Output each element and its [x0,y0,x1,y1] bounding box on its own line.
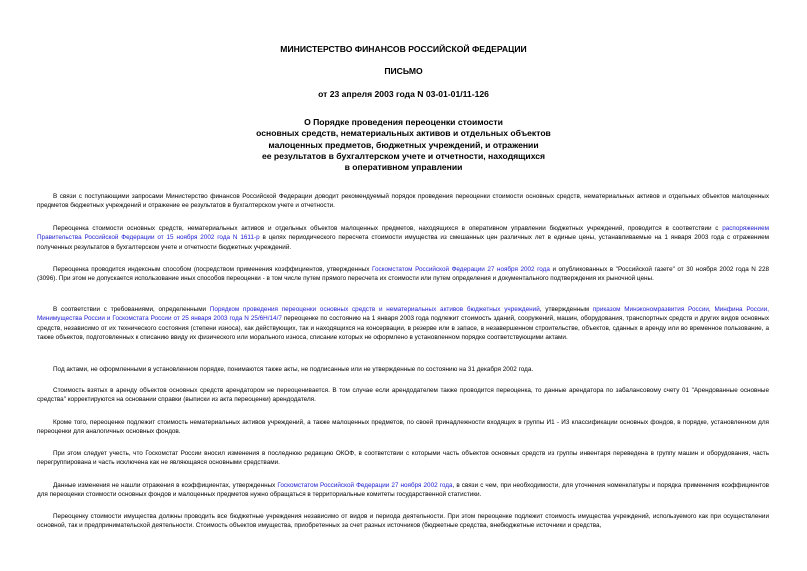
paragraph-text: В соответствии с требованиями, определенными [53,306,210,313]
title-line: основных средств, нематериальных активов и отдельных объектов [256,128,551,139]
paragraph-1 [37,192,769,211]
paragraph-text: Стоимость взятых в аренду объектов основных средств арендатором не переоценивается. В том случае если арендодателем также проводится переоценка, то данные арендатора по забалансовому счету 01 "Арендованные основные средства" корректируются на основании справки (выписки из акта переоценки) арендодателя. [37,387,769,404]
paragraph-text: , утвержденным [539,306,593,313]
title-line: ее результатов в бухгалтерском учете и отчетности, находящихся [261,150,546,161]
document-type: ПИСЬМО [384,66,423,76]
paragraph-text: Переоценку стоимости имущества должны проводить все бюджетные учреждения независимо от видов и периода деятельности. При этом переоценке подлежит стоимость имущества учреждений, используемого как при осуществлении основной, так и предпринимательской деятельности. Стоимость объектов имущества, приобретенных за счет разных источников (бюджетные средства, внебюджетные источники и средства, [37,513,769,530]
paragraph-2 [37,224,769,252]
goskomstat-link[interactable]: Госкомстатом Российской Федерации 27 ноября 2002 года [277,482,453,489]
paragraph-text: Данные изменения не нашли отражения в коэффициентах, утвержденных [53,482,278,489]
ministerial-order-link[interactable]: приказом Минэкономразвития России, Минфина России, Минимущества России и Госкомстата России от 25 января 2003 года N 25/6Н/14/7 [37,306,770,323]
paragraph-3 [37,265,769,284]
goskomstat-link[interactable]: Госкомстатом Российской Федерации 27 ноября 2002 года [371,266,550,273]
ministry-heading: МИНИСТЕРСТВО ФИНАНСОВ РОССИЙСКОЙ ФЕДЕРАЦИИ [280,44,527,54]
paragraph-text: Переоценка стоимости основных средств, нематериальных активов и отдельных объектов малоценных предметов, находящихся в оперативном управлении бюджетных учреждений, проводится в соответствии с [53,225,723,232]
document-date-number: от 23 апреля 2003 года N 03-01-01/11-126 [318,89,489,99]
title-line: О Порядке проведения переоценки стоимости [304,117,503,127]
paragraph-text: Под актами, не оформленными в установленном порядке, понимаются также акты, не подписанные или не утвержденные по состоянию на 31 декабря 2002 года. [53,366,534,373]
paragraph-7 [37,418,769,437]
title-line: в оперативном управлении [344,162,463,173]
paragraph-text: Переоценка проводится индексным способом (посредством применения коэффициентов, утвержденных [53,266,372,273]
paragraph-6 [37,386,769,405]
paragraph-text: В связи с поступающими запросами Министерство финансов Российской Федерации доводит рекомендуемый порядок проведения переоценки стоимости основных средств, нематериальных активов и отдельных объектов малоценных предметов бюджетных учреждений и отражение ее результатов в бухгалтерском учете и отчетности. [37,193,769,210]
paragraph-text: переоценке по состоянию на 1 января 2003 года подлежит стоимость зданий, сооружений, машин, оборудования, транспортных средств и других видов основных средств, независимо от их технического состояния (степени износа), как действующих, так и находящихся на консервации, в резерве или в запасе, в незавершенном строительстве, объектов, сданных в аренду или во временное пользование, а также объектов, подготовленных к списанию ввиду их физического или морального износа, списание которых не оформлено в установленном порядке соответствующими актами. [37,315,769,341]
paragraph-text: и опубликованных в "Российской газете" от 30 ноября 2002 года N 228 (3096). При этом не допускается использование иных способов переоценки - в том числе путем прямого пересчета их стоимости или путем определения и документального подтверждения их рыночной цены. [37,266,770,283]
revaluation-procedure-link[interactable]: Порядком проведения переоценки основных средств и нематериальных активов бюджетных учреждений [209,306,540,313]
paragraph-text: При этом следует учесть, что Госкомстат России вносил изменения в последнюю редакцию ОКОФ, в соответствии с которыми часть объектов основных средств из группы инвентаря переведена в группу машин и оборудования, часть перегруппирована и часть исключена как не являющаяся основными средствами. [37,450,769,467]
paragraph-9 [37,481,769,500]
title-line: малоценных предметов, бюджетных учреждений, и отражении [268,139,539,150]
paragraph-4 [37,305,769,342]
document-title [0,117,807,173]
paragraph-10 [37,512,769,531]
paragraph-text: , в связи с чем, при необходимости, для уточнения номенклатуры и порядка применения коэффициентов для переоценки стоимости основных фондов и малоценных предметов нужно обращаться в территориальные комитеты государственной статистики. [37,482,770,499]
government-order-link[interactable]: распоряжением Правительства Российской Федерации от 15 ноября 2002 года N 1611-р [37,225,769,242]
paragraph-5 [37,365,769,374]
paragraph-text: Кроме того, переоценке подлежит стоимость нематериальных активов учреждений, а также малоценных предметов, по своей принадлежности входящих в группы И1 - И3 классификации основных фондов, в порядке, установленном для переоценки для аналогичных основных фондов. [37,419,769,436]
paragraph-8 [37,449,769,468]
paragraph-text: в целях периодического пересчета стоимости имущества из смешанных цен различных лет в единые цены, устанавливаемые на 1 января 2003 года с отражением полученных результатов в бухгалтерском учете и отчетности бюджетных учреждений. [37,234,769,251]
